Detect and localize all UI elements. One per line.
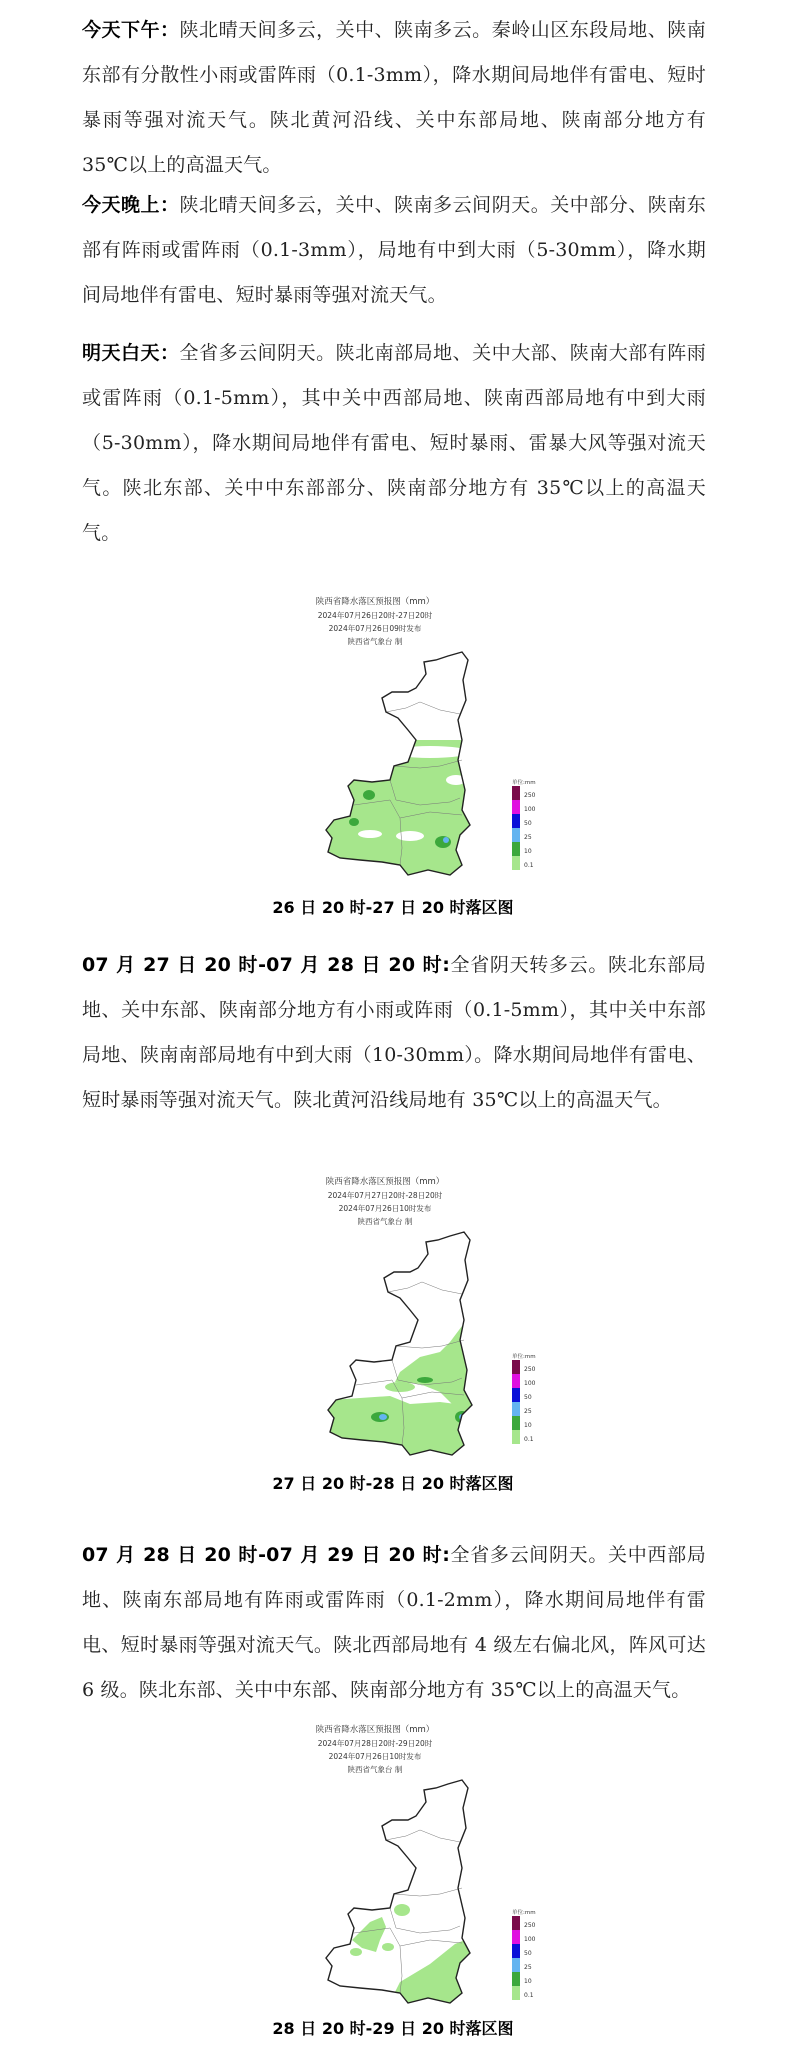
precipitation-legend [512,1908,552,2000]
map-issued: 2024年07月26日10时发布 [338,1204,432,1213]
map-title: 陕西省降水落区预报图（mm） [315,1725,435,1735]
map-period: 2024年07月27日20时-28日20时 [327,1191,443,1200]
section-lead: 07 月 27 日 20 时-07 月 28 日 20 时: [82,954,451,976]
legend-item: 250 [512,1360,552,1374]
forecast-this-afternoon [82,8,706,188]
precipitation-map-1 [290,590,540,890]
precipitation-legend [512,778,552,870]
precipitation-map-2 [300,1172,550,1472]
map-caption-3: 28 日 20 时-29 日 20 时落区图 [272,2019,514,2038]
map-producer: 陕西省气象台 制 [347,1765,403,1774]
section-text: 陕北晴天间多云，关中、陕南多云。秦岭山区东段局地、陕南东部有分散性小雨或雷阵雨（0.1-3mm），降水期间局地伴有雷电、短时暴雨等强对流天气。陕北黄河沿线、关中东部局地、陕南部分地方有 35℃以上的高温天气。 [82,19,706,176]
map-producer: 陕西省气象台 制 [347,637,403,646]
legend-item: 25 [512,828,552,842]
section-lead: 明天白天： [82,342,180,364]
forecast-tomorrow-day [82,331,706,556]
section-text: 全省阴天转多云。陕北东部局地、关中东部、陕南部分地方有小雨或阵雨（0.1-5mm），其中关中东部局地、陕南南部局地有中到大雨（10-30mm）。降水期间局地伴有雷电、短时暴雨等强对流天气。陕北黄河沿线局地有 35℃以上的高温天气。 [82,954,706,1111]
legend-item: 0.1 [512,1430,552,1444]
legend-title: 单位:mm [512,1910,536,1916]
legend-item: 10 [512,1416,552,1430]
section-text: 全省多云间阴天。陕北南部局地、关中大部、陕南大部有阵雨或雷阵雨（0.1-5mm），其中关中西部局地、陕南西部局地有中到大雨（5-30mm），降水期间局地伴有雷电、短时暴雨、雷暴大风等强对流天气。陕北东部、关中中东部部分、陕南部分地方有 35℃以上的高温天气。 [82,342,706,544]
legend-item: 250 [512,786,552,800]
map-title: 陕西省降水落区预报图（mm） [325,1177,445,1187]
legend-item: 250 [512,1916,552,1930]
shaanxi-map-icon [290,1712,500,2012]
section-lead: 07 月 28 日 20 时-07 月 29 日 20 时: [82,1544,451,1566]
precipitation-map-3 [290,1712,540,2012]
forecast-27-28 [82,943,706,1123]
map-issued: 2024年07月26日09时发布 [328,624,422,633]
legend-item: 100 [512,800,552,814]
legend-item: 25 [512,1402,552,1416]
map-period: 2024年07月26日20时-27日20时 [317,611,433,620]
legend-item: 0.1 [512,856,552,870]
legend-item: 50 [512,814,552,828]
shaanxi-map-icon [290,590,500,890]
precipitation-legend [512,1352,552,1444]
legend-item: 0.1 [512,1986,552,2000]
map-caption-2: 27 日 20 时-28 日 20 时落区图 [272,1474,514,1493]
map-title: 陕西省降水落区预报图（mm） [315,597,435,607]
legend-item: 50 [512,1944,552,1958]
map-caption-1: 26 日 20 时-27 日 20 时落区图 [272,898,514,917]
forecast-tonight [82,183,706,318]
section-lead: 今天晚上： [82,194,180,216]
legend-item: 50 [512,1388,552,1402]
legend-item: 10 [512,1972,552,1986]
legend-title: 单位:mm [512,780,536,786]
map-producer: 陕西省气象台 制 [357,1217,413,1226]
section-text: 全省多云间阴天。关中西部局地、陕南东部局地有阵雨或雷阵雨（0.1-2mm），降水期间局地伴有雷电、短时暴雨等强对流天气。陕北西部局地有 4 级左右偏北风，阵风可达 6 级。陕北东部、关中中东部、陕南部分地方有 35℃以上的高温天气。 [82,1544,706,1701]
section-text: 陕北晴天间多云，关中、陕南多云间阴天。关中部分、陕南东部有阵雨或雷阵雨（0.1-3mm），局地有中到大雨（5-30mm），降水期间局地伴有雷电、短时暴雨等强对流天气。 [82,194,706,306]
legend-item: 10 [512,842,552,856]
map-period: 2024年07月28日20时-29日20时 [317,1739,433,1748]
legend-item: 100 [512,1930,552,1944]
legend-item: 25 [512,1958,552,1972]
legend-title: 单位:mm [512,1354,536,1360]
forecast-28-29 [82,1533,706,1713]
section-lead: 今天下午： [82,19,180,41]
map-issued: 2024年07月26日10时发布 [328,1752,422,1761]
shaanxi-map-icon [300,1172,510,1472]
legend-item: 100 [512,1374,552,1388]
